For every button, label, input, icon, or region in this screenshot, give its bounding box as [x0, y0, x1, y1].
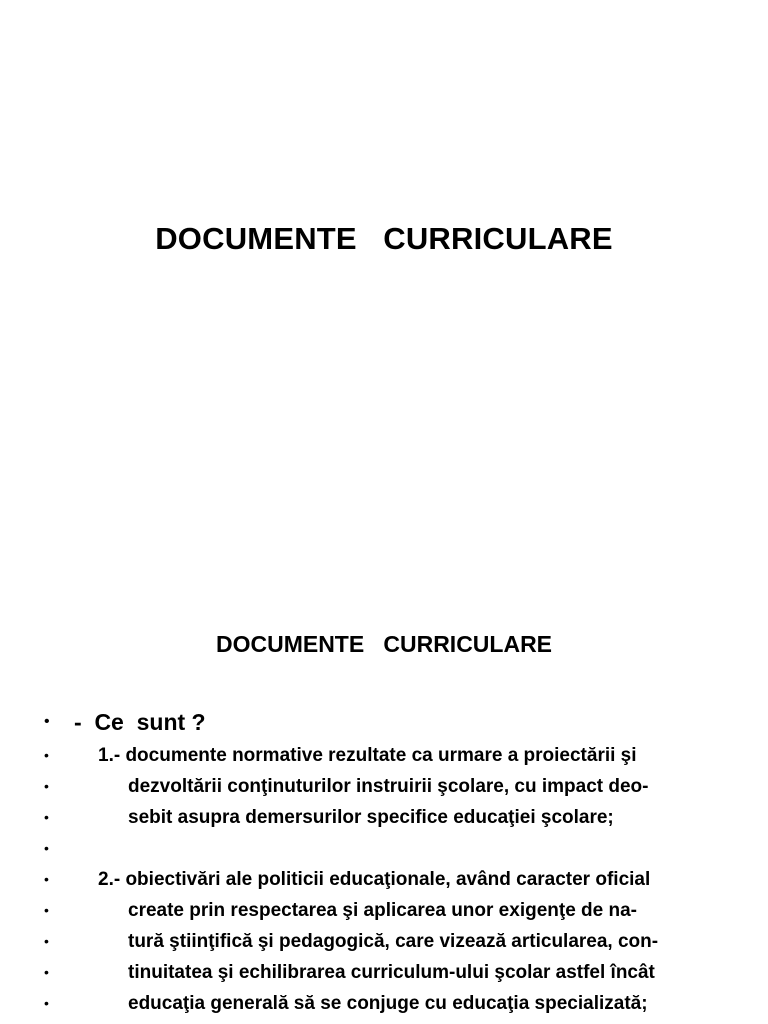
list-item	[0, 704, 768, 740]
list-item	[0, 988, 768, 1019]
list-item	[0, 957, 768, 988]
list-item-text: create prin respectarea şi aplicarea unor exigenţe de na-	[128, 900, 638, 921]
bullet-list	[0, 709, 768, 1019]
list-item	[0, 771, 768, 802]
list-item-text: 2.- obiectivări ale politicii educaţionale, având caracter oficial	[98, 869, 651, 890]
bullet-icon: •	[44, 995, 49, 1011]
page-title: DOCUMENTE CURRICULARE	[155, 221, 613, 256]
list-item-text: dezvoltării conţinuturilor instruirii şcolare, cu impact deo-	[128, 776, 649, 797]
bullet-icon: •	[44, 840, 49, 856]
list-item	[0, 802, 768, 833]
list-item	[0, 926, 768, 957]
bullet-icon: •	[44, 809, 49, 825]
list-item	[0, 833, 768, 864]
list-item	[0, 864, 768, 895]
list-item-text: educaţia generală să se conjuge cu educaţia specializată;	[128, 993, 648, 1014]
list-item-text: tinuitatea şi echilibrarea curriculum-ului şcolar astfel încât	[128, 962, 655, 983]
slide-content-page	[0, 576, 768, 1024]
bullet-icon: •	[44, 778, 49, 794]
bullet-icon: •	[44, 964, 49, 980]
bullet-icon: •	[44, 871, 49, 887]
list-item-text: sebit asupra demersurilor specifice educaţiei şcolare;	[128, 807, 614, 828]
bullet-icon: •	[44, 747, 49, 763]
bullet-icon: •	[44, 933, 49, 949]
list-item	[0, 895, 768, 926]
bullet-icon: •	[44, 902, 49, 918]
bullet-icon: •	[44, 713, 50, 730]
list-item-text: tură ştiinţifică şi pedagogică, care vizează articularea, con-	[128, 931, 659, 952]
list-item-text: 1.- documente normative rezultate ca urmare a proiectării şi	[98, 745, 637, 766]
slide-title: DOCUMENTE CURRICULARE	[215, 631, 553, 657]
list-item-text: - Ce sunt ?	[74, 709, 206, 735]
list-item	[0, 740, 768, 771]
